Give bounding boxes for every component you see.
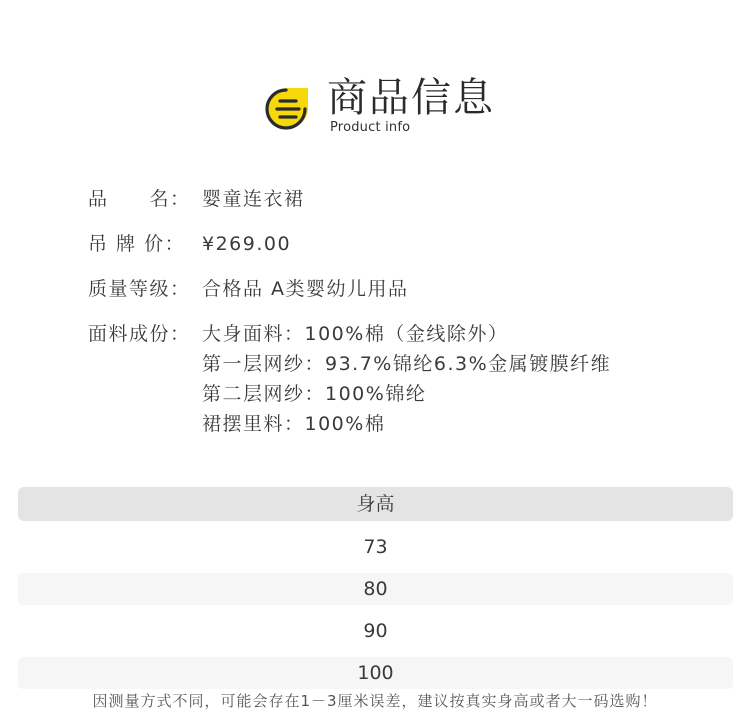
table-row: 100: [18, 657, 733, 689]
quality-label: 质量等级：: [88, 278, 191, 300]
table-row: 73: [363, 536, 388, 558]
quality-row: [88, 274, 728, 319]
price-label: 吊 牌 价：: [88, 233, 186, 255]
table-row: 80: [18, 573, 733, 605]
material-label: 面料成份：: [88, 323, 191, 345]
measurement-note: 因测量方式不同，可能会存在1－3厘米误差，建议按真实身高或者大一码选购！: [92, 692, 658, 710]
name-label: 品 名：: [88, 188, 191, 210]
material-line: 裙摆里料：100%棉: [202, 413, 386, 435]
size-table-header: 身高: [18, 487, 733, 521]
material-line: 大身面料：100%棉（金线除外）: [202, 323, 509, 345]
product-info-header: [0, 0, 750, 160]
size-table: [18, 487, 733, 689]
name-value: 婴童连衣裙: [202, 188, 305, 210]
price-row: [88, 229, 728, 274]
material-values: [202, 319, 611, 439]
product-details: [88, 184, 728, 435]
page-subtitle: Product info: [330, 120, 411, 135]
price-value: ¥269.00: [202, 233, 292, 255]
quality-value: 合格品 A类婴幼儿用品: [202, 278, 409, 300]
table-row: 90: [363, 620, 388, 642]
material-line: 第一层网纱：93.7%锦纶6.3%金属镀膜纤维: [202, 353, 612, 375]
page-title: 商品信息: [327, 75, 495, 121]
note-lines-icon: [262, 84, 314, 132]
material-line: 第二层网纱：100%锦纶: [202, 383, 427, 405]
name-row: [88, 184, 728, 229]
